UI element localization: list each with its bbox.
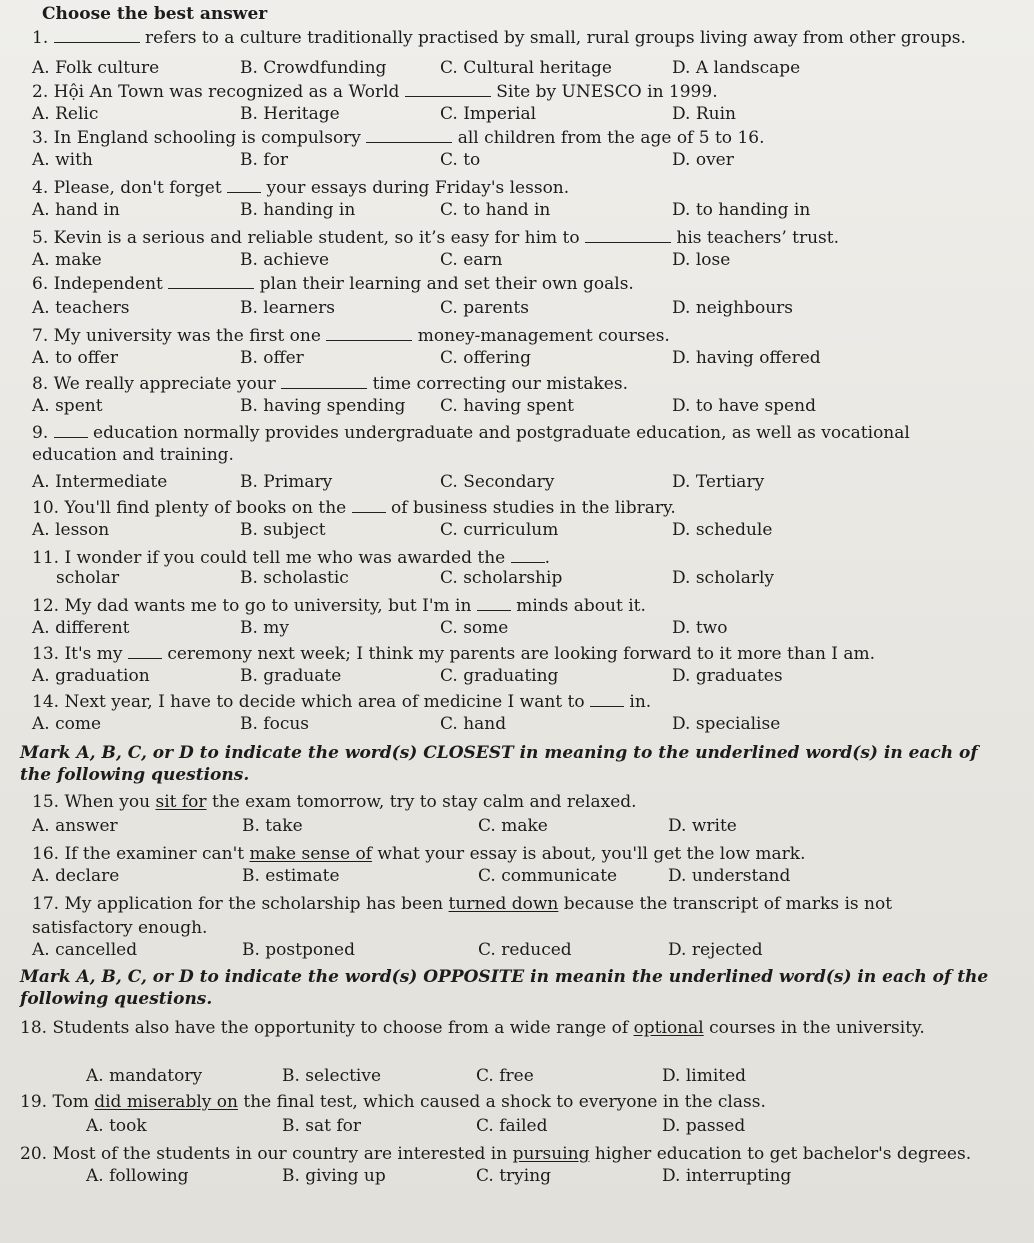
option-d[interactable]: D. limited xyxy=(662,1066,747,1086)
section-closest-instruction: Mark A, B, C, or D to indicate the word(s) CLOSEST in meaning to the underlined word(s) in each of the following questions. xyxy=(20,743,978,785)
option-b[interactable]: B. achieve xyxy=(240,250,330,270)
option-d[interactable]: D. understand xyxy=(668,866,791,886)
option-b[interactable]: B. having spending xyxy=(240,396,406,416)
options-1 xyxy=(32,58,1012,80)
options-19 xyxy=(32,1116,1012,1138)
option-d[interactable]: D. rejected xyxy=(668,940,763,960)
option-d[interactable]: D. two xyxy=(672,618,728,638)
option-d[interactable]: D. over xyxy=(672,150,734,170)
option-c[interactable]: C. make xyxy=(478,816,548,836)
options-13 xyxy=(32,666,1012,688)
option-c[interactable]: C. to hand in xyxy=(440,200,551,220)
option-d[interactable]: D. lose xyxy=(672,250,731,270)
answer-blank xyxy=(511,548,545,563)
option-a[interactable]: A. answer xyxy=(32,816,118,836)
question-15: 15. When you sit for the exam tomorrow, try to stay calm and relaxed. xyxy=(32,792,637,812)
option-c[interactable]: C. communicate xyxy=(478,866,618,886)
question-19: 19. Tom did miserably on the final test, which caused a shock to everyone in the class. xyxy=(20,1092,766,1112)
answer-blank xyxy=(54,28,140,43)
option-a[interactable]: A. Relic xyxy=(32,104,99,124)
option-c[interactable]: C. reduced xyxy=(478,940,572,960)
option-d[interactable]: D. Tertiary xyxy=(672,472,765,492)
answer-blank xyxy=(128,644,162,659)
option-b[interactable]: B. Primary xyxy=(240,472,333,492)
option-b[interactable]: B. Crowdfunding xyxy=(240,58,387,78)
underlined-phrase: did miserably on xyxy=(94,1092,238,1112)
option-a[interactable]: A. took xyxy=(86,1116,147,1136)
question-17: 17. My application for the scholarship has been turned down because the transcript of marks is not satisfactory enough. xyxy=(32,894,893,938)
option-a[interactable]: A. spent xyxy=(32,396,103,416)
options-6 xyxy=(32,298,1012,320)
option-c[interactable]: C. parents xyxy=(440,298,529,318)
option-c[interactable]: C. free xyxy=(476,1066,534,1086)
option-d[interactable]: D. scholarly xyxy=(672,568,774,588)
question-6: 6. Independent plan their learning and set their own goals. xyxy=(32,274,634,294)
option-a[interactable]: A. cancelled xyxy=(32,940,138,960)
option-b[interactable]: B. offer xyxy=(240,348,304,368)
option-a[interactable]: A. following xyxy=(86,1166,189,1186)
question-8: 8. We really appreciate your time correcting our mistakes. xyxy=(32,374,628,394)
question-7: 7. My university was the first one money-management courses. xyxy=(32,326,670,346)
option-b[interactable]: B. subject xyxy=(240,520,326,540)
option-a[interactable]: A. come xyxy=(32,714,102,734)
option-b[interactable]: B. handing in xyxy=(240,200,356,220)
option-a[interactable]: A. teachers xyxy=(32,298,130,318)
options-4 xyxy=(32,200,1012,222)
option-a[interactable]: scholar xyxy=(56,568,120,588)
option-b[interactable]: B. for xyxy=(240,150,288,170)
option-b[interactable]: B. sat for xyxy=(282,1116,362,1136)
option-d[interactable]: D. specialise xyxy=(672,714,781,734)
option-b[interactable]: B. postponed xyxy=(242,940,355,960)
question-20: 20. Most of the students in our country are interested in pursuing higher education to get bachelor's degrees. xyxy=(20,1144,972,1164)
option-b[interactable]: B. selective xyxy=(282,1066,382,1086)
option-d[interactable]: D. interrupting xyxy=(662,1166,792,1186)
underlined-phrase: pursuing xyxy=(512,1144,590,1164)
option-c[interactable]: C. graduating xyxy=(440,666,559,686)
option-b[interactable]: B. Heritage xyxy=(240,104,340,124)
option-d[interactable]: D. having offered xyxy=(672,348,821,368)
option-d[interactable]: D. A landscape xyxy=(672,58,801,78)
option-a[interactable]: A. make xyxy=(32,250,102,270)
option-b[interactable]: B. scholastic xyxy=(240,568,349,588)
question-12: 12. My dad wants me to go to university, but I'm in minds about it. xyxy=(32,596,646,616)
answer-blank xyxy=(366,128,452,143)
option-a[interactable]: A. hand in xyxy=(32,200,120,220)
option-b[interactable]: B. estimate xyxy=(242,866,340,886)
option-b[interactable]: B. take xyxy=(242,816,303,836)
answer-blank xyxy=(281,374,367,389)
option-a[interactable]: A. to offer xyxy=(32,348,119,368)
option-c[interactable]: C. Secondary xyxy=(440,472,555,492)
option-c[interactable]: C. offering xyxy=(440,348,531,368)
option-d[interactable]: D. neighbours xyxy=(672,298,794,318)
underlined-phrase: optional xyxy=(633,1018,704,1038)
option-a[interactable]: A. Folk culture xyxy=(32,58,160,78)
question-9: 9. education normally provides undergraduate and postgraduate education, as well as vocational education and training. xyxy=(32,423,910,465)
option-c[interactable]: C. failed xyxy=(476,1116,548,1136)
option-a[interactable]: A. Intermediate xyxy=(32,472,168,492)
option-a[interactable]: A. mandatory xyxy=(86,1066,203,1086)
answer-blank xyxy=(477,596,511,611)
question-1: 1. refers to a culture traditionally practised by small, rural groups living away from other groups. xyxy=(32,28,966,48)
option-c[interactable]: C. some xyxy=(440,618,509,638)
answer-blank xyxy=(227,178,261,193)
question-2: 2. Hội An Town was recognized as a World Site by UNESCO in 1999. xyxy=(32,82,718,102)
options-20 xyxy=(32,1166,1012,1188)
option-d[interactable]: D. schedule xyxy=(672,520,773,540)
options-3 xyxy=(32,150,1012,172)
option-d[interactable]: D. to have spend xyxy=(672,396,816,416)
option-d[interactable]: D. Ruin xyxy=(672,104,736,124)
option-b[interactable]: B. learners xyxy=(240,298,335,318)
options-7 xyxy=(32,348,1012,370)
options-14 xyxy=(32,714,1012,736)
question-5: 5. Kevin is a serious and reliable student, so it’s easy for him to his teachers’ trust. xyxy=(32,228,840,248)
options-17 xyxy=(32,940,1012,962)
options-8 xyxy=(32,396,1012,418)
options-12 xyxy=(32,618,1012,640)
option-a[interactable]: A. lesson xyxy=(32,520,110,540)
option-b[interactable]: B. graduate xyxy=(240,666,342,686)
options-15 xyxy=(32,816,1012,838)
option-a[interactable]: A. declare xyxy=(32,866,120,886)
option-c[interactable]: C. Imperial xyxy=(440,104,537,124)
answer-blank xyxy=(168,274,254,289)
question-3: 3. In England schooling is compulsory all children from the age of 5 to 16. xyxy=(32,128,765,148)
option-a[interactable]: A. graduation xyxy=(32,666,150,686)
underlined-phrase: sit for xyxy=(155,792,207,812)
question-18: 18. Students also have the opportunity to choose from a wide range of optional courses in the university. xyxy=(20,1018,925,1038)
answer-blank xyxy=(326,326,412,341)
answer-blank xyxy=(585,228,671,243)
option-b[interactable]: B. focus xyxy=(240,714,310,734)
options-10 xyxy=(32,520,1012,542)
option-d[interactable]: D. write xyxy=(668,816,737,836)
option-c[interactable]: C. trying xyxy=(476,1166,552,1186)
options-11 xyxy=(32,568,1012,590)
option-a[interactable]: A. with xyxy=(32,150,93,170)
option-d[interactable]: D. graduates xyxy=(672,666,783,686)
underlined-phrase: turned down xyxy=(448,894,559,914)
answer-blank xyxy=(590,692,624,707)
option-a[interactable]: A. different xyxy=(32,618,130,638)
option-d[interactable]: D. passed xyxy=(662,1116,746,1136)
option-c[interactable]: C. having spent xyxy=(440,396,575,416)
option-c[interactable]: C. Cultural heritage xyxy=(440,58,612,78)
option-b[interactable]: B. giving up xyxy=(282,1166,386,1186)
question-4: 4. Please, don't forget your essays during Friday's lesson. xyxy=(32,178,570,198)
option-c[interactable]: C. to xyxy=(440,150,481,170)
options-9 xyxy=(32,472,1012,494)
answer-blank xyxy=(352,498,386,513)
question-16: 16. If the examiner can't make sense of what your essay is about, you'll get the low mark. xyxy=(32,844,806,864)
worksheet-title: Choose the best answer xyxy=(42,4,268,24)
question-13: 13. It's my ceremony next week; I think my parents are looking forward to it more than I am. xyxy=(32,644,876,664)
underlined-phrase: make sense of xyxy=(249,844,372,864)
question-11: 11. I wonder if you could tell me who was awarded the . xyxy=(32,548,551,568)
option-b[interactable]: B. my xyxy=(240,618,290,638)
options-16 xyxy=(32,866,1012,888)
answer-blank xyxy=(54,423,88,438)
option-d[interactable]: D. to handing in xyxy=(672,200,811,220)
answer-blank xyxy=(405,82,491,97)
options-5 xyxy=(32,250,1012,272)
option-c[interactable]: C. scholarship xyxy=(440,568,563,588)
options-2 xyxy=(32,104,1012,126)
question-10: 10. You'll find plenty of books on the of business studies in the library. xyxy=(32,498,676,518)
option-c[interactable]: C. earn xyxy=(440,250,503,270)
section-opposite-instruction: Mark A, B, C, or D to indicate the word(s) OPPOSITE in meanin the underlined word(s) in each of the following questions. xyxy=(20,967,989,1009)
option-c[interactable]: C. curriculum xyxy=(440,520,559,540)
option-c[interactable]: C. hand xyxy=(440,714,507,734)
question-14: 14. Next year, I have to decide which area of medicine I want to in. xyxy=(32,692,652,712)
options-18 xyxy=(32,1066,1012,1088)
